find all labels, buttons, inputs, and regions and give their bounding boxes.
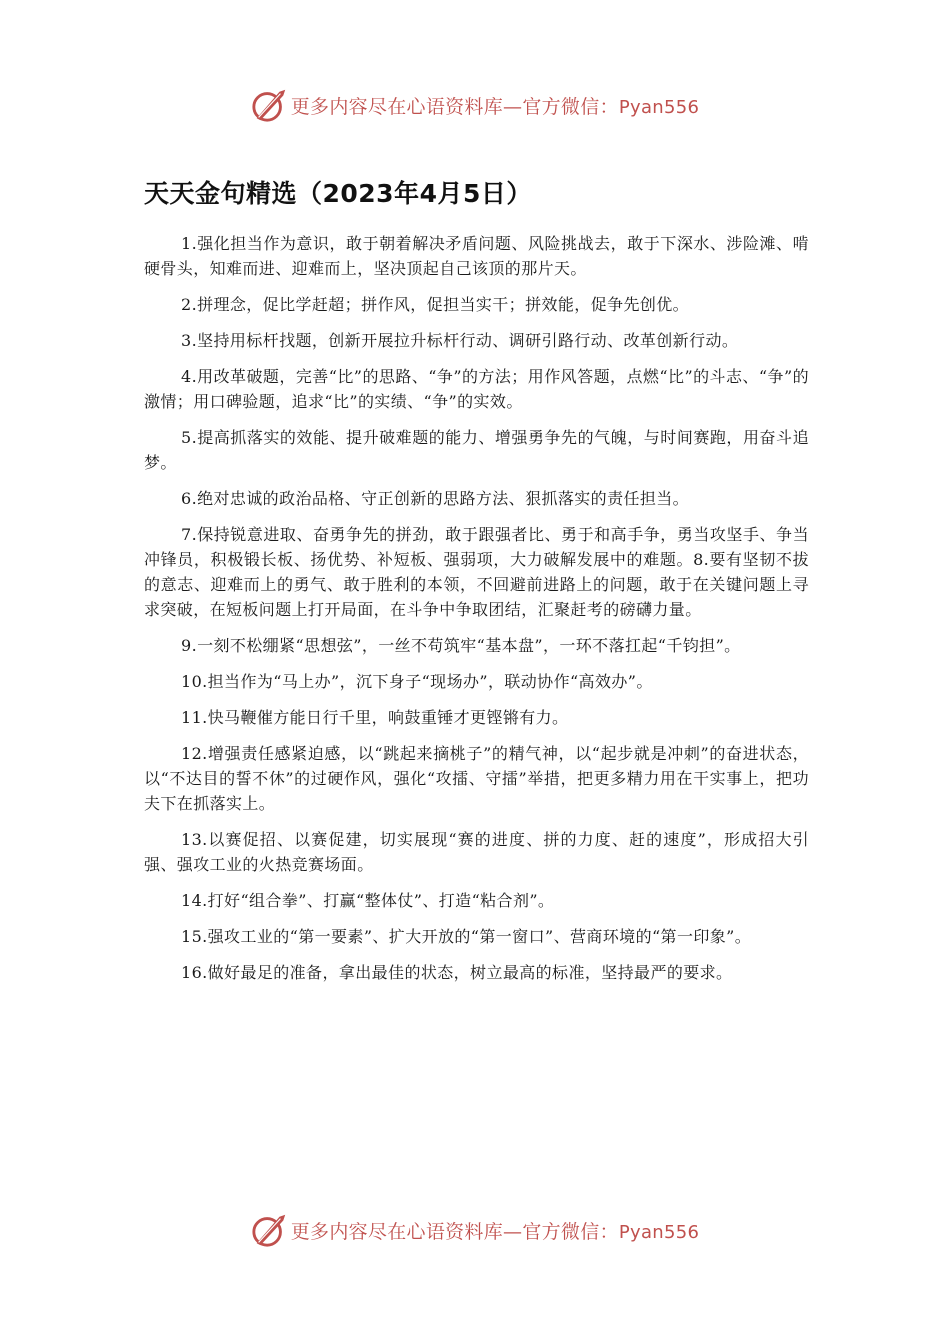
quill-logo-icon bbox=[251, 1211, 289, 1249]
list-item: 1.强化担当作为意识，敢于朝着解决矛盾问题、风险挑战去，敢于下深水、涉险滩、啃硬骨头，知难而进、迎难而上，坚决顶起自己该顶的那片天。 bbox=[144, 234, 809, 278]
list-item: 12.增强责任感紧迫感，以“跳起来摘桃子”的精气神，以“起步就是冲刺”的奋进状态，以“不达目的誓不休”的过硬作风，强化“攻擂、守擂”举措，把更多精力用在干实事上，把功夫下在抓落实上。 bbox=[144, 744, 809, 813]
list-item: 16.做好最足的准备，拿出最佳的状态，树立最高的标准，坚持最严的要求。 bbox=[181, 963, 733, 982]
list-item: 15.强攻工业的“第一要素”、扩大开放的“第一窗口”、营商环境的“第一印象”。 bbox=[181, 927, 752, 946]
header-banner bbox=[0, 85, 950, 125]
wechat-id: Pyan556 bbox=[618, 1221, 700, 1243]
footer-banner bbox=[0, 1210, 950, 1250]
wechat-id: Pyan556 bbox=[618, 96, 700, 118]
banner-text: 更多内容尽在心语资料库—官方微信：Pyan556 bbox=[290, 1220, 700, 1243]
list-item: 7.保持锐意进取、奋勇争先的拼劲，敢于跟强者比、勇于和高手争，勇当攻坚手、争当冲锋员，积极锻长板、扬优势、补短板、强弱项，大力破解发展中的难题。8.要有坚韧不拔的意志、迎难而上的勇气、敢于胜利的本领，不回避前进路上的问题，敢于在关键问题上寻求突破，在短板问题上打开局面，在斗争中争取团结，汇聚赶考的磅礴力量。 bbox=[144, 525, 809, 619]
list-item: 13.以赛促招、以赛促建，切实展现“赛的进度、拼的力度、赶的速度”，形成招大引强、强攻工业的火热竞赛场面。 bbox=[144, 830, 809, 874]
list-item: 2.拼理念，促比学赶超；拼作风，促担当实干；拼效能，促争先创优。 bbox=[181, 295, 690, 314]
list-item: 11.快马鞭催方能日行千里，响鼓重锤才更铿锵有力。 bbox=[181, 708, 569, 727]
banner-text: 更多内容尽在心语资料库—官方微信：Pyan556 bbox=[290, 95, 700, 118]
list-item: 5.提高抓落实的效能、提升破难题的能力、增强勇争先的气魄，与时间赛跑，用奋斗追梦。 bbox=[144, 428, 809, 472]
list-item: 3.坚持用标杆找题，创新开展拉升标杆行动、调研引路行动、改革创新行动。 bbox=[181, 331, 739, 350]
page-title: 天天金句精选（2023年4月5日） bbox=[144, 179, 532, 208]
list-item: 9.一刻不松绷紧“思想弦”，一丝不苟筑牢“基本盘”，一环不落扛起“千钧担”。 bbox=[181, 636, 741, 655]
list-item: 6.绝对忠诚的政治品格、守正创新的思路方法、狠抓落实的责任担当。 bbox=[181, 489, 690, 508]
quote-list bbox=[144, 231, 809, 996]
list-item: 14.打好“组合拳”、打赢“整体仗”、打造“粘合剂”。 bbox=[181, 891, 555, 910]
list-item: 4.用改革破题，完善“比”的思路、“争”的方法；用作风答题，点燃“比”的斗志、“争”的激情；用口碑验题，追求“比”的实绩、“争”的实效。 bbox=[144, 367, 809, 411]
quill-logo-icon bbox=[251, 86, 289, 124]
list-item: 10.担当作为“马上办”，沉下身子“现场办”，联动协作“高效办”。 bbox=[181, 672, 653, 691]
